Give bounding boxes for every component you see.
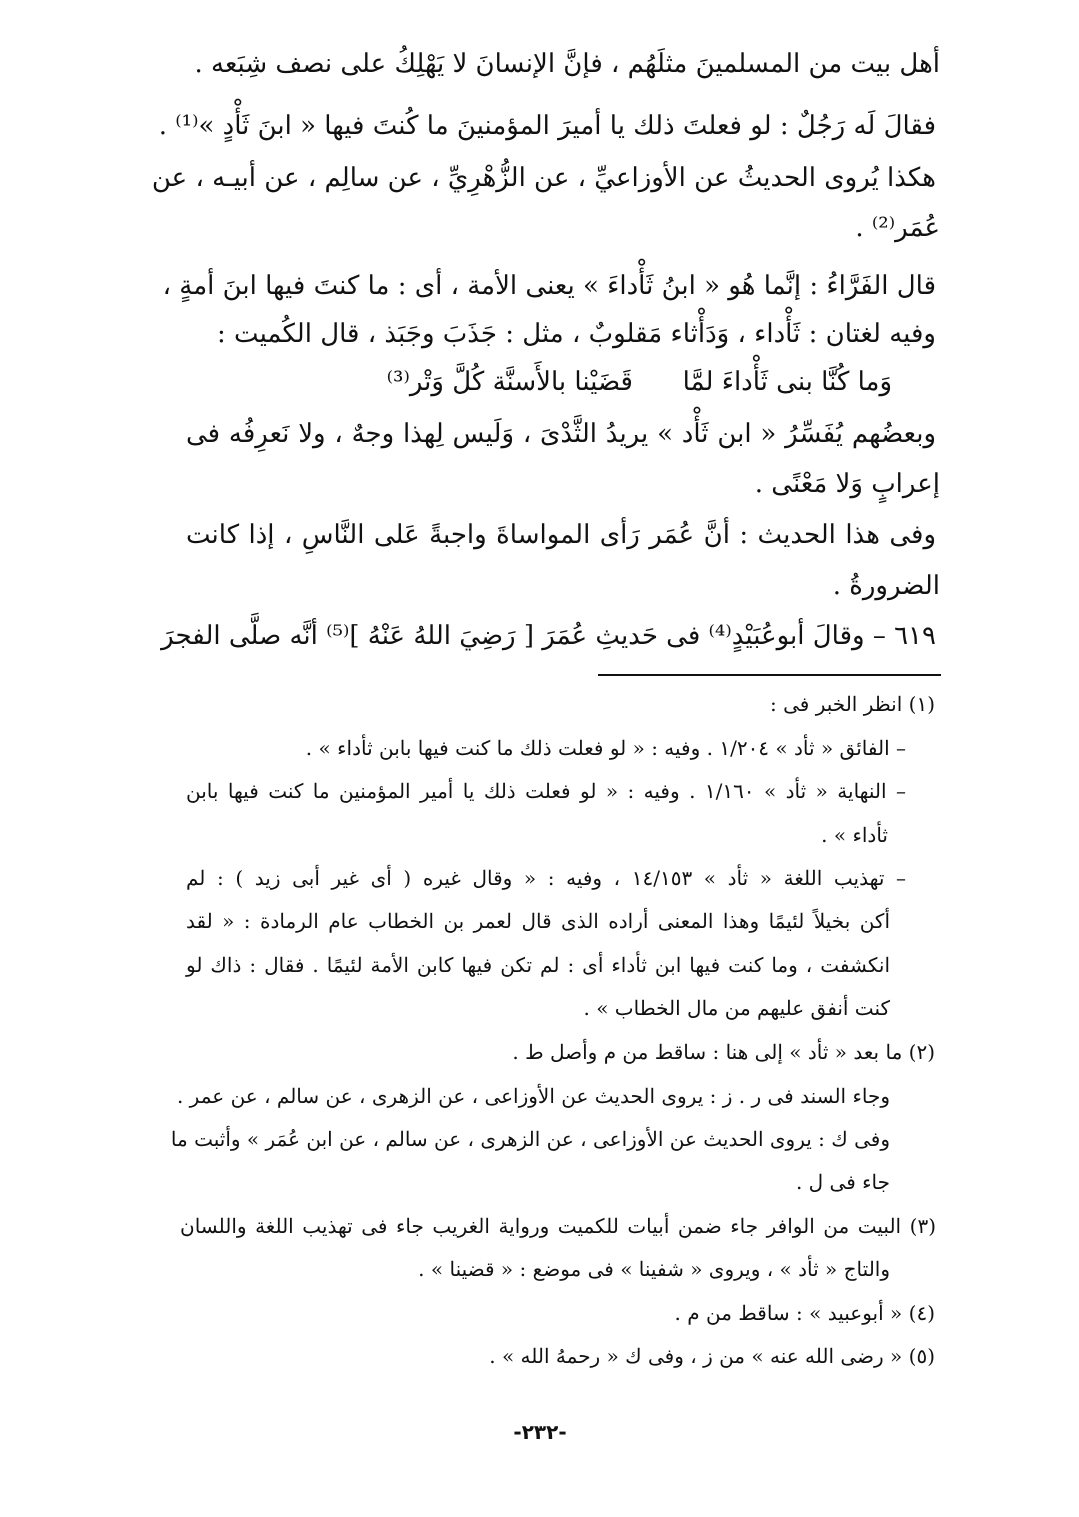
footnote-line: انكشفت ، وما كنت فيها ابن ثأداء أى : لم تكن فيها كابن الأمة لئيمًا . فقال : ذاك لو [186, 953, 890, 977]
footnote-line: (٢) ما بعد « ثأد » إلى هنا : ساقط من م وأصل ط . [512, 1040, 935, 1064]
footnote-line: وجاء السند فى ر . ز : يروى الحديث عن الأوزاعى ، عن الزهرى ، عن سالم ، عن عمر . [176, 1084, 890, 1108]
footnote-line: والتاج « ثأد » ، ويروى « شفينا » فى موضع : « قضينا » . [418, 1257, 890, 1281]
footnote-line: – تهذيب اللغة « ثأد » ١٤/١٥٣ ، وفيه : « وقال غيره ( أى غير أبى زيد ) : لم [186, 866, 906, 890]
main-line: وفيه لغتان : ثَأْداء ، وَدَأْثاء مَقلوبٌ ، مثل : جَذَبَ وجَبَذ ، قال الكُميت : [217, 319, 936, 349]
main-line: أهل بيت من المسلمينَ مثلَهُم ، فإنَّ الإنسانَ لا يَهْلِكُ على نصف شِبَعه . [194, 49, 940, 79]
footnote-line: وفى ك : يروى الحديث عن الأوزاعى ، عن الزهرى ، عن سالم ، عن ابن عُمَر » وأثبت ما [170, 1127, 890, 1151]
footnote-line: (٣) البيت من الوافر جاء ضمن أبيات للكميت ورواية الغريب جاء فى تهذيب اللغة واللسان [180, 1214, 936, 1238]
footnote-line: (٥) « رضى الله عنه » من ز ، وفى ك « رحمهُ الله » . [489, 1344, 935, 1368]
footnote-line: أكن بخيلاً لئيمًا وهذا المعنى أراده الذى قال لعمر بن الخطاب عام الرمادة : « لقد [186, 909, 891, 933]
footnote-line: – النهاية « ثأد » ١/١٦٠ . وفيه : « لو فعلت ذلك يا أمير المؤمنين ما كنت فيها بابن [186, 779, 906, 803]
main-line: وبعضُهم يُفَسِّرُ « ابن ثَأْد » يريدُ الثَّدْىَ ، وَلَيس لِهذا وجهٌ ، ولا نَعرِفُه فى [186, 419, 936, 449]
footnote-line: – الفائق « ثأد » ١/٢٠٤ . وفيه : « لو فعلت ذلك ما كنت فيها بابن ثأداء » . [305, 736, 906, 760]
footnote-divider [598, 674, 941, 676]
footnote-line: جاء فى ل . [795, 1170, 890, 1194]
page-number: -٢٣٢- [513, 1420, 567, 1444]
main-line: الضرورةُ . [832, 571, 940, 601]
main-line: هكذا يُروى الحديثُ عن الأوزاعيِّ ، عن الزُّهْرِيِّ ، عن سالِم ، عن أبيـه ، عن [151, 163, 936, 193]
footnote-line: (١) انظر الخبر فى : [770, 692, 935, 716]
main-line: ٦١٩ – وقالَ أبوعُبَيْدٍ⁽⁴⁾ فى حَديثِ عُمَرَ [ رَضِيَ اللهُ عَنْهُ ]⁽⁵⁾ أنَّه صلَّى الفجرَ [161, 621, 936, 651]
main-verse: وَما كُنَّا بنى ثَأْداءَ لمَّا قَضَيْنا بالأَسنَّة كُلَّ وَتْر⁽³⁾ [386, 367, 892, 397]
footnote-line: (٤) « أبوعبيد » : ساقط من م . [674, 1301, 935, 1325]
main-line: إعرابٍ وَلا مَعْنًى . [754, 469, 940, 499]
main-line: وفى هذا الحديث : أنَّ عُمَر رَأى المواساةَ واجبةً عَلى النَّاسِ ، إذا كانت [186, 520, 936, 550]
main-line: قال الفَرَّاءُ : إنَّما هُو « ابنُ ثَأْداءَ » يعنى الأمة ، أى : ما كنتَ فيها ابنَ أمةٍ ، [162, 271, 936, 301]
footnote-line: كنت أنفق عليهم من مال الخطاب » . [583, 996, 890, 1020]
footnote-line: ثأداء » . [821, 823, 888, 847]
main-line: فقالَ لَه رَجُلٌ : لو فعلتَ ذلك يا أميرَ المؤمنينَ ما كُنتَ فيها « ابنَ ثَأْدٍ »⁽¹⁾ . [158, 111, 936, 141]
main-line: عُمَر⁽²⁾ . [855, 213, 940, 243]
